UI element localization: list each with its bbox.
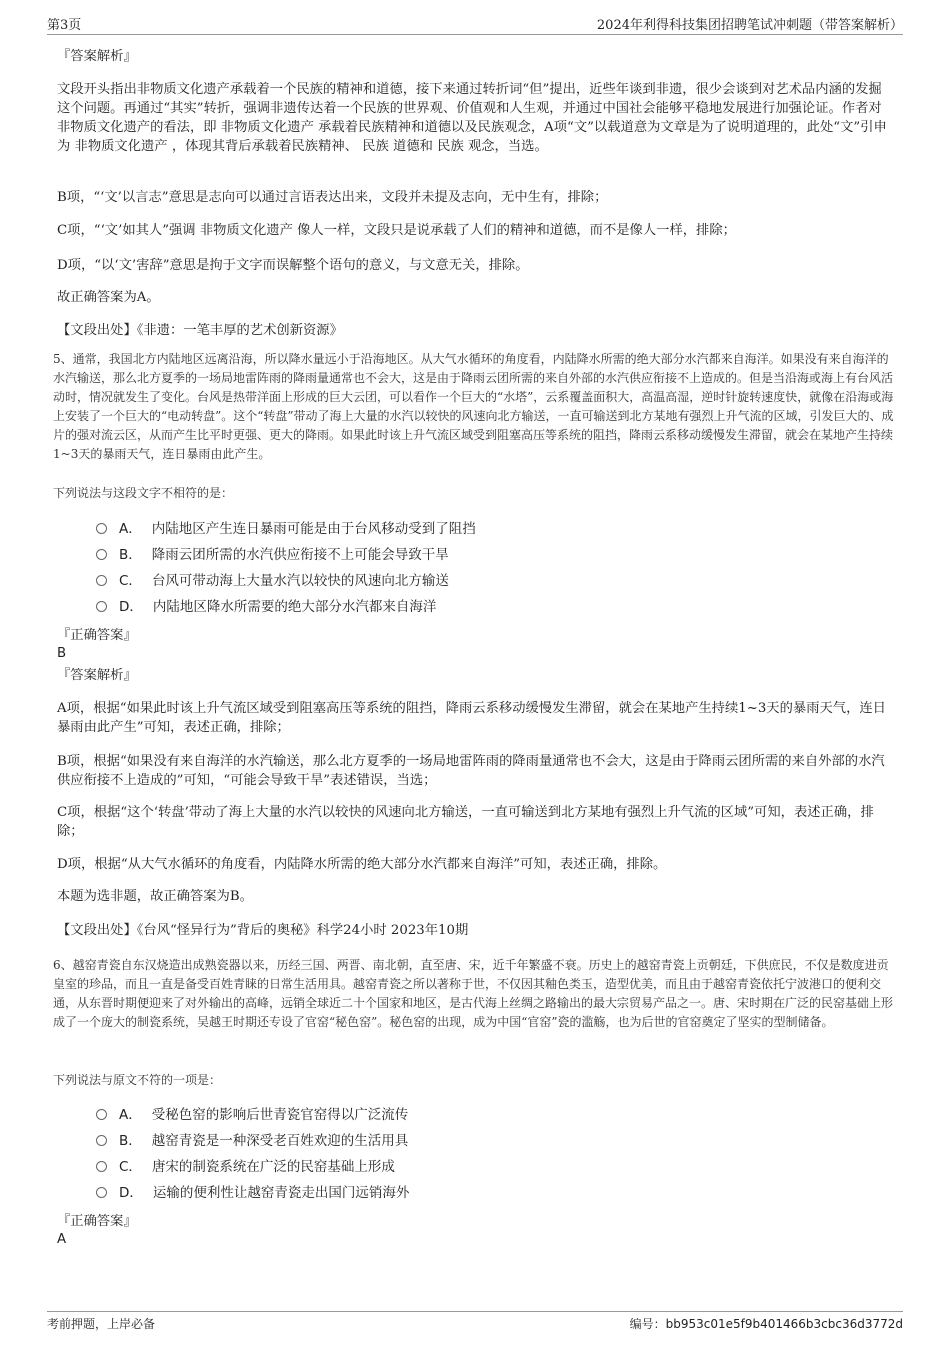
q6-option-a[interactable]: A． 受秘色窑的影响后世青瓷官窑得以广泛流传 — [96, 1106, 408, 1125]
q4-analysis-c: C项，“‘文’如其人”强调 非物质文化遗产 像人一样，文段只是说承载了人们的精神和道德，而不是像人一样，排除； — [57, 223, 736, 238]
q5-analysis-c: C项，根据“这个‘转盘’带动了海上大量的水汽以较快的风速向北方输送，一直可输送到北方某地有强烈上升气流的区域”可知，表述正确，排除； — [57, 805, 874, 839]
q5-passage: 5、通常，我国北方内陆地区远离沿海，所以降水量远小于沿海地区。从大气水循环的角度看，内陆降水所需的绝大部分水汽都来自海洋。如果没有来自海洋的水汽输送，那么北方夏季的一场局地雷阵雨的降雨量通常也不会大，这是由于降雨云团所需的来自外部的水汽供应衔接不上造成的。但是当沿海或海上有台风活动时，情况就发生了变化。台风是热带洋面上形成的巨大云团，可以看作一个巨大的“水塔”，云系覆盖面积大，高温高湿，逆时针旋转速度快，就像在沿海或海上安装了一个巨大的“电动转盘”。这个“转盘”带动了海上大量的水汽以较快的风速向北方输送，一直可输送到北方某地有强烈上升气流的区域，引发巨大的、成片的强对流云区，从而产生比平时更强、更大的降雨。如果此时该上升气流区域受到阻塞高压等系统的阻挡，降雨云系移动缓慢发生滞留，就会在某地产生持续1~3天的暴雨天气，连日暴雨由此产生。 — [53, 352, 894, 461]
q4-source: 【文段出处】《非遗：一笔丰厚的艺术创新资源》 — [57, 323, 343, 338]
q5-answer-label: 『正确答案』 — [57, 628, 137, 643]
q6-answer: A — [57, 1232, 67, 1247]
q5-analysis-d: D项，根据“从大气水循环的角度看，内陆降水所需的绝大部分水汽都来自海洋”可知，表述正确，排除。 — [57, 857, 667, 872]
q4-analysis-d: D项，“以‘文’害辞”意思是拘于文字而误解整个语句的意义，与文意无关，排除。 — [57, 258, 529, 273]
q4-conclusion: 故正确答案为A。 — [57, 290, 160, 305]
q5-analysis-label: 『答案解析』 — [57, 668, 137, 683]
radio-icon[interactable] — [96, 1135, 107, 1146]
footer-slogan: 考前押题，上岸必备 — [47, 1317, 156, 1331]
page-footer — [47, 1311, 903, 1332]
q6-passage: 6、越窑青瓷自东汉烧造出成熟瓷器以来，历经三国、两晋、南北朝，直至唐、宋，近千年繁盛不衰。历史上的越窑青瓷上贡朝廷，下供庶民，不仅是数度进贡皇室的珍品，而且一直是备受百姓青睐的日常生活用具。越窑青瓷之所以著称于世，不仅因其釉色类玉，造型优美，而且由于越窑青瓷依托宁波港口的便利交通，从东晋时期便迎来了对外输出的高峰，远销全球近二十个国家和地区，是古代海上丝绸之路输出的最大宗贸易产品之一。唐、宋时期在广泛的民窑基础上形成了一个庞大的制瓷系统，吴越王时期还专设了官窑“秘色窑”。秘色窑的出现，成为中国“官窑”瓷的滥觞，也为后世的官窑奠定了坚实的型制储备。 — [53, 958, 894, 1029]
q5-answer: B — [57, 646, 67, 661]
q4-analysis-b: B项，“‘文’以言志”意思是志向可以通过言语表达出来，文段并未提及志向，无中生有，排除； — [57, 190, 608, 205]
q5-option-c[interactable]: C． 台风可带动海上大量水汽以较快的风速向北方输送 — [96, 572, 449, 591]
document-code: 编号：bb953c01e5f9b401466b3cbc36d3772d — [629, 1317, 903, 1331]
q4-analysis-label: 『答案解析』 — [57, 49, 137, 64]
q6-answer-label: 『正确答案』 — [57, 1214, 137, 1229]
q5-prompt: 下列说法与这段文字不相符的是： — [53, 486, 234, 500]
radio-icon[interactable] — [96, 549, 107, 560]
q5-analysis-a: A项，根据“如果此时该上升气流区域受到阻塞高压等系统的阻挡，降雨云系移动缓慢发生滞留，就会在某地产生持续1~3天的暴雨天气，连日暴雨由此产生”可知，表述正确，排除； — [57, 701, 886, 735]
q6-option-c[interactable]: C． 唐宋的制瓷系统在广泛的民窑基础上形成 — [96, 1158, 395, 1177]
q6-option-d[interactable]: D． 运输的便利性让越窑青瓷走出国门远销海外 — [96, 1184, 409, 1203]
page-number: 第3页 — [47, 18, 82, 33]
q5-conclusion: 本题为选非题，故正确答案为B。 — [57, 889, 253, 904]
q5-option-d[interactable]: D． 内陆地区降水所需要的绝大部分水汽都来自海洋 — [96, 598, 436, 617]
q5-option-b[interactable]: B． 降雨云团所需的水汽供应衔接不上可能会导致干旱 — [96, 546, 449, 565]
radio-icon[interactable] — [96, 1109, 107, 1120]
page-header — [47, 14, 903, 35]
document-title: 2024年利得科技集团招聘笔试冲刺题（带答案解析） — [596, 18, 903, 33]
q5-source: 【文段出处】《台风“怪异行为”背后的奥秘》科学24小时 2023年10期 — [57, 923, 469, 938]
radio-icon[interactable] — [96, 601, 107, 612]
q4-analysis-main: 文段开头指出非物质文化遗产承载着一个民族的精神和道德，接下来通过转折词“但”提出，近些年谈到非遗，很少会谈到对艺术品内涵的发掘这个问题。再通过“其实”转折，强调非遗传达着一个民族的世界观、价值观和人生观，并通过中国社会能够平稳地发展进行加强论证。作者对非物质文化遗产的看法，即 非物质文化遗产 承载着民族精神和道德以及民族观念，A项“文”以载道意为文章是为了说明道理的，此处“文”引申为 非物质文化遗产 ，体现其背后承载着民族精神、 民族 道德和 民族 观念，当选。 — [57, 82, 887, 154]
radio-icon[interactable] — [96, 1161, 107, 1172]
radio-icon[interactable] — [96, 1187, 107, 1198]
radio-icon[interactable] — [96, 523, 107, 534]
q6-prompt: 下列说法与原文不符的一项是： — [53, 1073, 222, 1087]
q5-option-a[interactable]: A． 内陆地区产生连日暴雨可能是由于台风移动受到了阻挡 — [96, 520, 476, 539]
q5-analysis-b: B项，根据“如果没有来自海洋的水汽输送，那么北方夏季的一场局地雷阵雨的降雨量通常也不会大，这是由于降雨云团所需的来自外部的水汽供应衔接不上造成的”可知，“可能会导致干旱”表述错误，当选； — [57, 754, 885, 788]
radio-icon[interactable] — [96, 575, 107, 586]
q6-option-b[interactable]: B． 越窑青瓷是一种深受老百姓欢迎的生活用具 — [96, 1132, 408, 1151]
